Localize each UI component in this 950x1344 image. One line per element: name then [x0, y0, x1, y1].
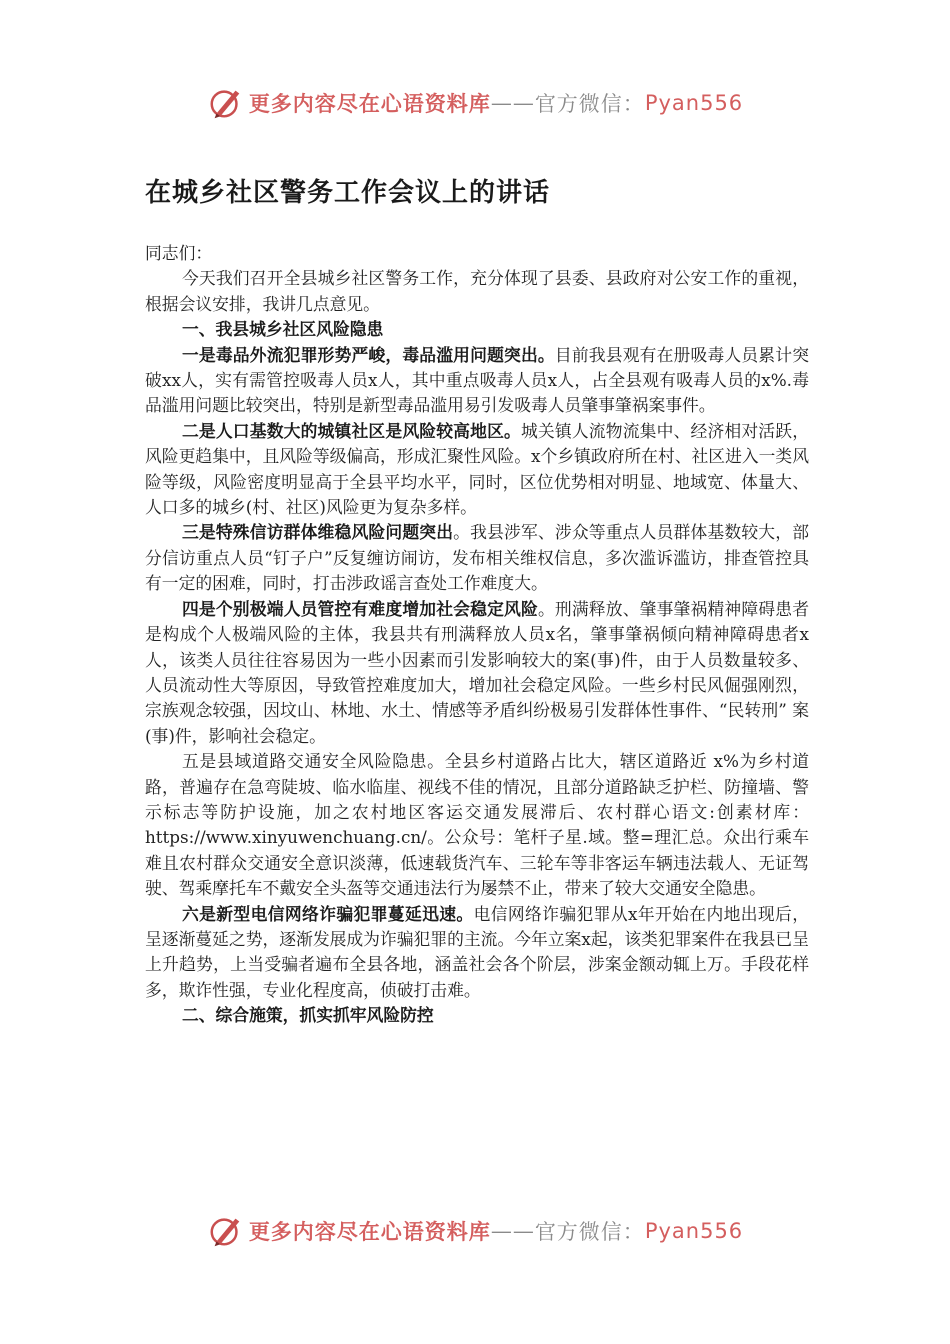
paragraph-1-lead: 一是毒品外流犯罪形势严峻，毒品滥用问题突出。 — [181, 344, 555, 365]
paragraph-2 — [145, 419, 809, 521]
banner-dash: —— — [490, 91, 535, 115]
paragraph-2-body: 城关镇人流物流集中、经济相对活跃，风险更趋集中，且风险等级偏高，形成汇聚性风险。x个乡镇政府所在村、社区进入一类风险等级，风险密度明显高于全县平均水平，同时，区位优势相对明显、地域宽、体量大、人口多的城乡(村、社区)风险更为复杂多样。 — [145, 420, 809, 518]
paragraph-6-lead: 六是新型电信网络诈骗犯罪蔓延迅速。 — [181, 903, 474, 924]
banner-wechat-label: 官方微信： — [534, 1220, 645, 1244]
banner-wechat-label: 官方微信： — [534, 92, 645, 116]
banner-main-text: 更多内容尽在心语资料库 — [248, 91, 491, 116]
paragraph-3 — [145, 520, 809, 596]
paragraph-3-body: 。我县涉军、涉众等重点人员群体基数较大，部分信访重点人员“钉子户”反复缠访闹访，发布相关维权信息，多次滥诉滥访，排查管控具有一定的困难，同时，打击涉政谣言查处工作难度大。 — [145, 522, 809, 594]
footer-banner — [0, 1212, 950, 1250]
pen-circle-logo-icon — [207, 84, 245, 122]
paragraph-3-lead: 三是特殊信访群体维稳风险问题突出 — [181, 522, 454, 543]
section1-heading-text: 一、我县城乡社区风险隐患 — [181, 319, 384, 340]
salutation: 同志们： — [145, 243, 213, 263]
banner-main-text: 更多内容尽在心语资料库 — [248, 1219, 491, 1244]
banner-wechat-id: Pyan556 — [644, 91, 744, 115]
pen-circle-logo-icon — [207, 1212, 245, 1250]
section2-heading — [145, 1003, 809, 1028]
banner-dash: —— — [490, 1219, 535, 1243]
header-banner — [0, 84, 950, 122]
paragraph-4-lead: 四是个别极端人员管控有难度增加社会稳定风险 — [181, 598, 538, 619]
banner-wechat-id: Pyan556 — [644, 1219, 744, 1243]
paragraph-2-lead: 二是人口基数大的城镇社区是风险较高地区。 — [181, 420, 521, 441]
section2-heading-text: 二、综合施策，抓实抓牢风险防控 — [181, 1005, 434, 1026]
paragraph-1-body: 目前我县观有在册吸毒人员累计突破xx人，实有需管控吸毒人员x人，其中重点吸毒人员x人，占全县观有吸毒人员的x%.毒品滥用问题比较突出，特别是新型毒品滥用易引发吸毒人员肇事肇祸案事件。 — [145, 344, 809, 416]
paragraph-1 — [145, 343, 809, 419]
paragraph-4 — [145, 597, 809, 749]
paragraph-6-body: 电信网络诈骗犯罪从x年开始在内地出现后，呈逐渐蔓延之势，逐渐发展成为诈骗犯罪的主流。今年立案x起，该类犯罪案件在我县已呈上升趋势，上当受骗者遍布全县各地，涵盖社会各个阶层，涉案金额动辄上万。手段花样多，欺诈性强，专业化程度高，侦破打击难。 — [145, 903, 809, 1000]
intro-paragraph: 今天我们召开全县城乡社区警务工作，充分体现了县委、县政府对公安工作的重视，根据会议安排，我讲几点意见。 — [145, 268, 809, 314]
section1-heading — [145, 317, 809, 342]
paragraph-6 — [145, 902, 809, 1004]
document-title: 在城乡社区警务工作会议上的讲话 — [145, 178, 551, 208]
paragraph-5: 五是县域道路交通安全风险隐患。全县乡村道路占比大，辖区道路近 x%为乡村道路，普遍存在急弯陡坡、临水临崖、视线不佳的情况，且部分道路缺乏护栏、防撞墙、警示标志等防护设施，加之农村地区客运交通发展滞后、农村群心语文:创素材库：https://www.xinyuwenchuang.cn/。公众号：笔杆子星.域。整=理汇总。众出行乘车难且农村群众交通安全意识淡薄，低速载货汽车、三轮车等非客运车辆违法载人、无证驾驶、驾乘摩托车不戴安全头盔等交通违法行为屡禁不止，带来了较大交通安全隐患。 — [145, 751, 809, 899]
document-body — [145, 172, 809, 1029]
paragraph-4-body: 。刑满释放、肇事肇祸精神障碍患者是构成个人极端风险的主体，我县共有刑满释放人员x名，肇事肇祸倾向精神障碍患者x人，该类人员往往容易因为一些小因素而引发影响较大的案(事)件，由于人员数量较多、人员流动性大等原因，导致管控难度加大，增加社会稳定风险。一些乡村民风倔强刚烈，宗族观念较强，因坟山、林地、水土、情感等矛盾纠纷极易引发群体性事件、“民转刑” 案(事)件，影响社会稳定。 — [145, 598, 809, 746]
